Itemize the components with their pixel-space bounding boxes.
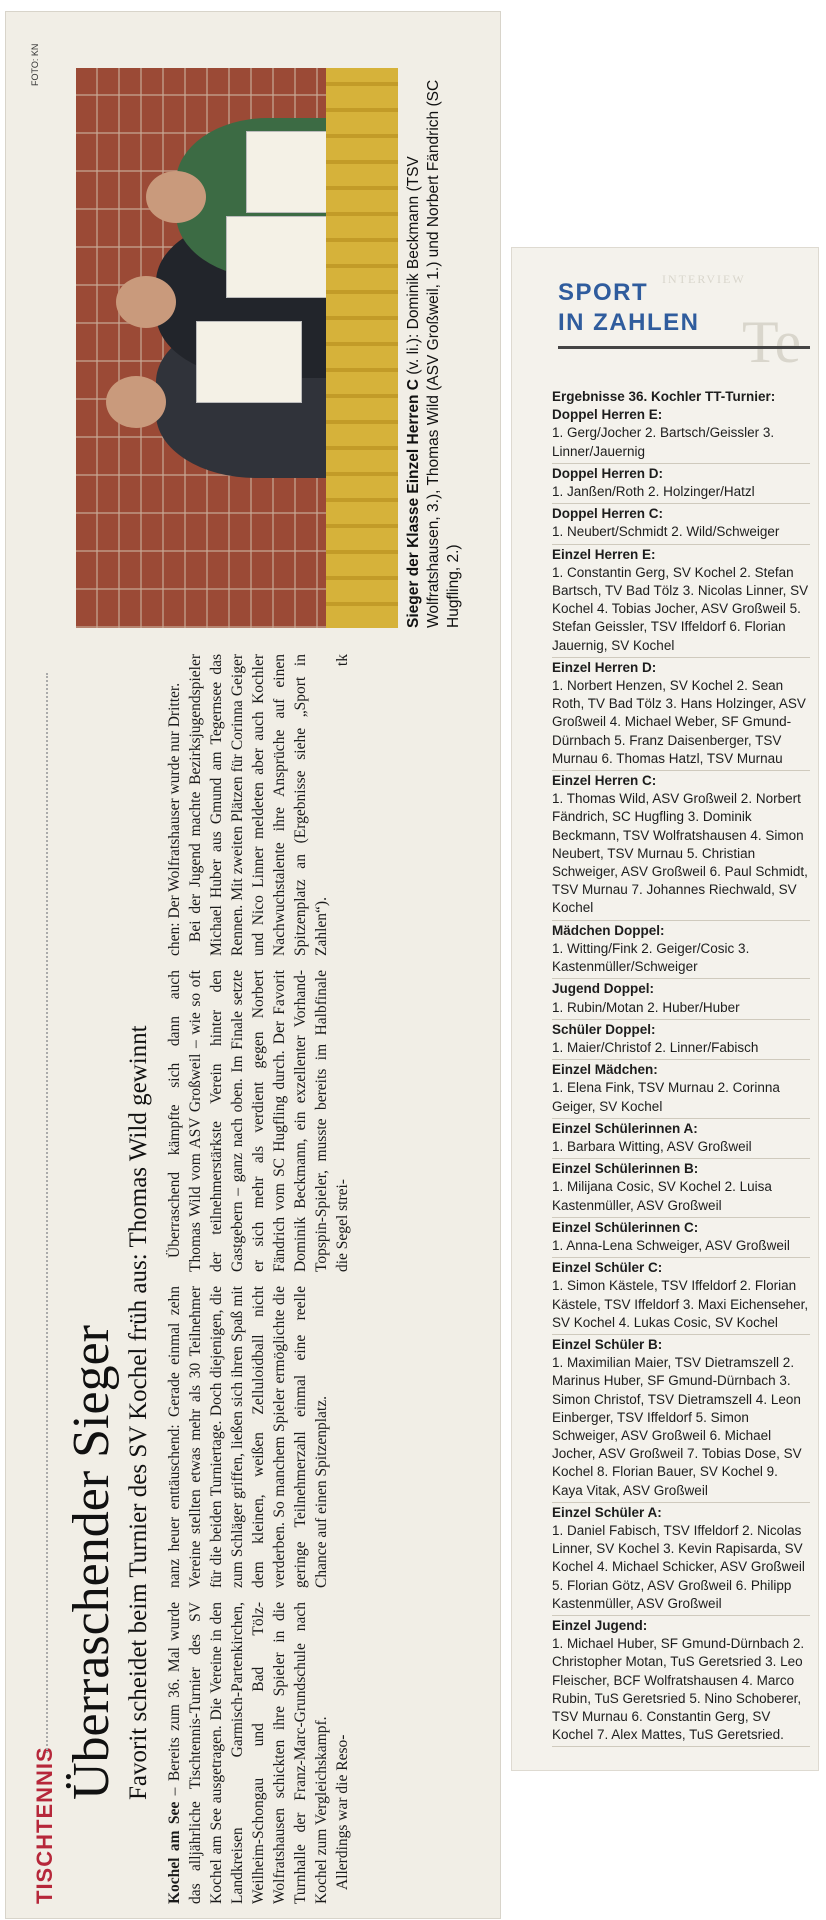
results-list <box>552 388 810 1748</box>
result-category: Einzel Schülerinnen B: <box>552 1161 699 1177</box>
results-clipping <box>512 248 818 1770</box>
result-category: Einzel Jugend: <box>552 1618 648 1633</box>
bleed-through-text: INTERVIEW <box>662 272 746 286</box>
result-category: Einzel Schüler C: <box>552 1260 663 1276</box>
article-col4b-text: Bei der Jugend machte Bezirksjugendspieler Michael Huber aus Gmund am Tegernsee das Rennen. Mit zweiten Plätzen für Corinna Geiger und Nico Linner meldeten aber auch Kochler Nachwuchstalente ihre Ansprüche auf einen Spitzenplatz an (Ergebnisse siehe „Sport in Zahlen“). <box>187 654 330 956</box>
result-entry: 1. Barbara Witting, ASV Großweil <box>552 1138 810 1159</box>
certificate <box>226 216 332 298</box>
result-entry: 1. Gerg/Jocher 2. Bartsch/Geissler 3. Linner/Jauernig <box>552 424 810 463</box>
result-category: Einzel Herren E: <box>552 546 656 562</box>
result-category: Einzel Schüler A: <box>552 1504 662 1520</box>
rubric-label: TISCHTENNIS <box>32 1746 57 1904</box>
result-category: Jugend Doppel: <box>552 981 654 997</box>
person-head <box>116 276 176 328</box>
result-entry: 1. Maier/Christof 2. Linner/Fabisch <box>552 1039 810 1060</box>
result-entry: 1. Constantin Gerg, SV Kochel 2. Stefan Bartsch, TV Bad Tölz 3. Nicolas Linner, SV Kochel 4. Tobias Jocher, ASV Großweil 5. Stefan Geissler, TSV Iffeldorf 6. Florian Jauernig, SV Kochel <box>552 564 810 658</box>
person-head <box>106 376 166 428</box>
result-category: Einzel Schüler B: <box>552 1336 663 1352</box>
result-category: Doppel Herren C: <box>552 506 664 522</box>
photo-caption <box>404 68 464 628</box>
result-entry: 1. Daniel Fabisch, TSV Iffeldorf 2. Nicolas Linner, SV Kochel 3. Kevin Rapisarda, SV Kochel 4. Michael Schicker, ASV Großweil 5. Florian Götz, ASV Großweil 6. Philipp Kastenmüller, ASV Großweil <box>552 1522 810 1616</box>
result-category: Einzel Herren D: <box>552 659 657 675</box>
result-entry: 1. Maximilian Maier, TSV Dietramszell 2. Marinus Huber, SF Gmund-Dürnbach 3. Simon Christof, TSV Dietramszell 4. Leon Einberger, TSV Iffeldorf 5. Simon Schweiger, ASV Großweil 6. Michael Jocher, ASV Großweil 7. Tobias Dose, SV Kochel 8. Florian Bauer, SV Kochel 9. Kaya Vitak, ASV Großweil <box>552 1354 810 1503</box>
yellow-wall-bars <box>326 68 398 628</box>
bleed-through-text: Te <box>742 309 802 375</box>
result-category: Schüler Doppel: <box>552 1021 656 1037</box>
result-entry: 1. Anna-Lena Schweiger, ASV Großweil <box>552 1237 810 1258</box>
result-category: Doppel Herren E: <box>552 407 663 423</box>
article-column-2 <box>164 1286 353 1588</box>
article-body <box>164 654 353 1904</box>
result-entry: 1. Simon Kästele, TSV Iffeldorf 2. Florian Kästele, TSV Iffeldorf 3. Maxi Eichenseher, SV Kochel 4. Lukas Cosic, SV Kochel <box>552 1277 810 1335</box>
result-category: Einzel Mädchen: <box>552 1062 658 1078</box>
article-column-4 <box>164 654 353 956</box>
result-entry: 1. Elena Fink, TSV Murnau 2. Corinna Geiger, SV Kochel <box>552 1079 810 1118</box>
rubric-divider <box>46 673 48 1753</box>
article-col1-text: – Bereits zum 36. Mal wurde das alljährliche Tischtennis-Turnier des SV Kochel am See ausgetragen. Die Vereine in den Landkreisen Garmisch-Partenkirchen, Weilheim-Schongau und Bad Tölz-Wolfratshausen schickten ihre Spieler in die Turnhalle der Franz-Marc-Grundschule nach Kochel zum Vergleichskampf. <box>166 1602 330 1904</box>
article-col3-text: Überraschend kämpfte sich dann auch Thomas Wild vom ASV Großweil – wie so oft der teilnehmerstärkste Verein hinter den Gastgebern – ganz nach oben. Im Finale setzte er sich mehr als verdient gegen Norbert Fändrich vom SC Hugfling durch. Der Favorit Dominik Beckmann, ein exzellenter Vorhand-Topspin-Spieler, musste bereits im Halbfinale die Segel strei- <box>166 970 351 1272</box>
article-rotated-content <box>6 12 500 1918</box>
result-entry: 1. Witting/Fink 2. Geiger/Cosic 3. Kastenmüller/Schweiger <box>552 940 810 979</box>
winners-photo <box>76 68 398 628</box>
result-category: Einzel Herren C: <box>552 773 657 789</box>
result-entry: 1. Rubin/Motan 2. Huber/Huber <box>552 999 810 1020</box>
article-column-3 <box>164 970 353 1272</box>
result-category: Einzel Schülerinnen A: <box>552 1120 698 1136</box>
photo-credit: FOTO: KN <box>30 43 40 86</box>
result-entry: 1. Janßen/Roth 2. Holzinger/Hatzl <box>552 483 810 504</box>
result-entry: 1. Thomas Wild, ASV Großweil 2. Norbert Fändrich, SC Hugfling 3. Dominik Beckmann, TSV Wolfratshausen 4. Simon Neubert, TSV Murnau 5. Christian Schweiger, ASV Großweil 6. Paul Schmidt, TSV Murnau 7. Johannes Riechwald, SV Kochel <box>552 790 810 920</box>
article-col4-text: chen: Der Wolfratshauser wurde nur Dritter. <box>166 682 183 956</box>
article-col1b-text: Allerdings war die Reso- <box>334 1734 351 1890</box>
result-category: Mädchen Doppel: <box>552 922 665 938</box>
article-headline: Überraschender Sieger <box>63 1325 120 1800</box>
author-sign: tk <box>334 654 351 667</box>
section-rule <box>558 346 810 349</box>
results-title: Ergebnisse 36. Kochler TT-Turnier: <box>552 389 776 404</box>
result-entry: 1. Milijana Cosic, SV Kochel 2. Luisa Kastenmüller, ASV Großweil <box>552 1178 810 1217</box>
article-subheadline: Favorit scheidet beim Turnier des SV Kochel früh aus: Thomas Wild gewinnt <box>125 1025 152 1800</box>
result-entry: 1. Neubert/Schmidt 2. Wild/Schweiger <box>552 523 810 544</box>
article-clipping <box>6 12 500 1918</box>
result-category: Doppel Herren D: <box>552 465 664 481</box>
certificate <box>196 321 302 403</box>
section-title-line2: IN ZAHLEN <box>558 309 700 336</box>
caption-text: (v. li.): Dominik Beckmann (TSV Wolfratshausen, 3.), Thomas Wild (ASV Großweil, 1.) und Norbert Fändrich (SC Hugfling, 2.) <box>405 79 462 628</box>
section-title-line1: SPORT <box>558 279 649 306</box>
person-head <box>146 171 206 223</box>
result-entry: 1. Michael Huber, SF Gmund-Dürnbach 2. Christopher Motan, TuS Geretsried 3. Leo Fleischer, BCF Wolfratshausen 4. Marco Rubin, TuS Geretsried 5. Nino Schoberer, TSV Murnau 6. Constantin Gerg, SV Kochel 7. Alex Mattes, TuS Geretsried. <box>552 1635 810 1747</box>
section-title <box>558 278 700 338</box>
caption-bold: Sieger der Klasse Einzel Herren C <box>405 379 422 628</box>
result-category: Einzel Schülerinnen C: <box>552 1219 699 1235</box>
article-location: Kochel am See <box>166 1801 183 1904</box>
article-column-1 <box>164 1602 353 1904</box>
article-col2-text: nanz heuer enttäuschend: Gerade einmal zehn Vereine stellten etwas mehr als 30 Teilnehmer für die beiden Turniertage. Doch diejenigen, die zum Schläger griffen, ließen sich ihren Spaß mit dem kleinen, weißen Zelluloidball nicht verderben. So manchem Spieler ermöglichte die geringe Teilnehmerzahl einmal eine reelle Chance auf einen Spitzenplatz. <box>166 1286 330 1588</box>
result-entry: 1. Norbert Henzen, SV Kochel 2. Sean Roth, TV Bad Tölz 3. Hans Holzinger, ASV Großweil 4. Michael Weber, SF Gmund-Dürnbach 5. Franz Daisenberger, TSV Murnau 6. Thomas Hatzl, TSV Murnau <box>552 677 810 771</box>
